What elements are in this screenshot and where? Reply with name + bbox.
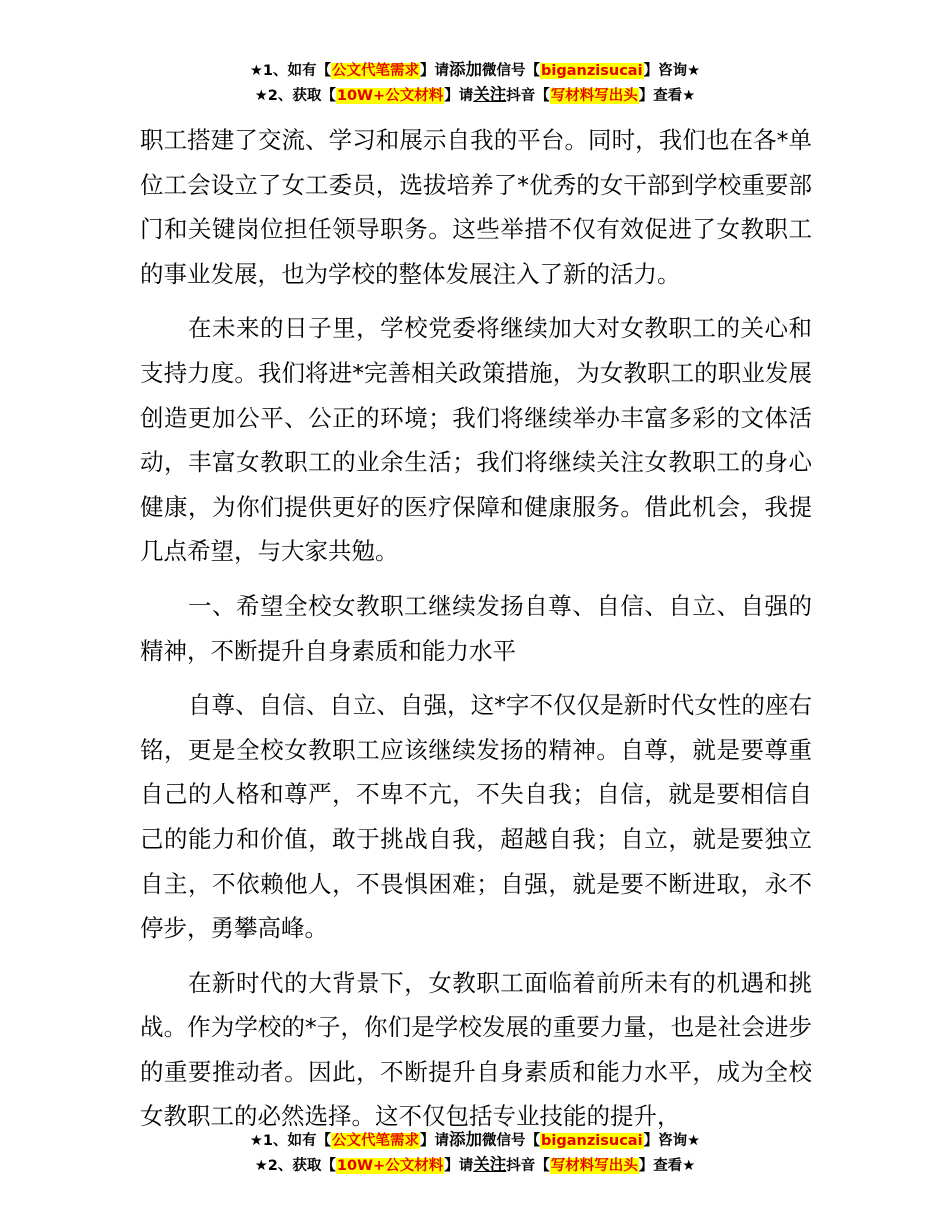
banner-line-2: ★2、获取【10W+公文材料】请关注抖音【写材料写出头】查看★ [254, 85, 696, 104]
section-heading: 一、希望全校女教职工继续发扬自尊、自信、自立、自强的精神，不断提升自身素质和能力水平 [140, 591, 812, 665]
banner-highlight: 10W+公文材料 [336, 88, 444, 104]
banner-highlight: biganzisucai [541, 1133, 643, 1149]
paragraph: 在新时代的大背景下，女教职工面临着前所未有的机遇和挑战。作为学校的*子，你们是学校发展的重要力量，也是社会进步的重要推动者。因此，不断提升自身素质和能力水平，成为全校女教职工的必然选择。这不仅包括专业技能的提升， [140, 968, 812, 1131]
banner-highlight: 写材料写出头 [550, 1158, 638, 1174]
banner-highlight: 公文代笔需求 [332, 1133, 420, 1149]
banner-line-1: ★1、如有【公文代笔需求】请添加微信号【biganzisucai】咨询★ [249, 60, 701, 79]
banner-highlight: 公文代笔需求 [332, 63, 420, 79]
footer-banner [0, 1128, 950, 1178]
banner-highlight: 10W+公文材料 [336, 1158, 444, 1174]
banner-highlight: 写材料写出头 [550, 88, 638, 104]
document-body [140, 118, 812, 1149]
banner-highlight: biganzisucai [541, 63, 643, 79]
paragraph: 职工搭建了交流、学习和展示自我的平台。同时，我们也在各*单位工会设立了女工委员，选拔培养了*优秀的女干部到学校重要部门和关键岗位担任领导职务。这些举措不仅有效促进了女教职工的事业发展，也为学校的整体发展注入了新的活力。 [140, 126, 812, 288]
paragraph: 自尊、自信、自立、自强，这*字不仅仅是新时代女性的座右铭，更是全校女教职工应该继续发扬的精神。自尊，就是要尊重自己的人格和尊严，不卑不亢，不失自我；自信，就是要相信自己的能力和价值，敢于挑战自我，超越自我；自立，就是要独立自主，不依赖他人，不畏惧困难；自强，就是要不断进取，永不停步，勇攀高峰。 [140, 691, 812, 943]
banner-line-1: ★1、如有【公文代笔需求】请添加微信号【biganzisucai】咨询★ [249, 1130, 701, 1149]
header-banner [0, 58, 950, 108]
paragraph: 在未来的日子里，学校党委将继续加大对女教职工的关心和支持力度。我们将进*完善相关政策措施，为女教职工的职业发展创造更加公平、公正的环境；我们将继续举办丰富多彩的文体活动，丰富女教职工的业余生活；我们将继续关注女教职工的身心健康，为你们提供更好的医疗保障和健康服务。借此机会，我提几点希望，与大家共勉。 [140, 314, 812, 566]
banner-line-2: ★2、获取【10W+公文材料】请关注抖音【写材料写出头】查看★ [254, 1155, 696, 1174]
